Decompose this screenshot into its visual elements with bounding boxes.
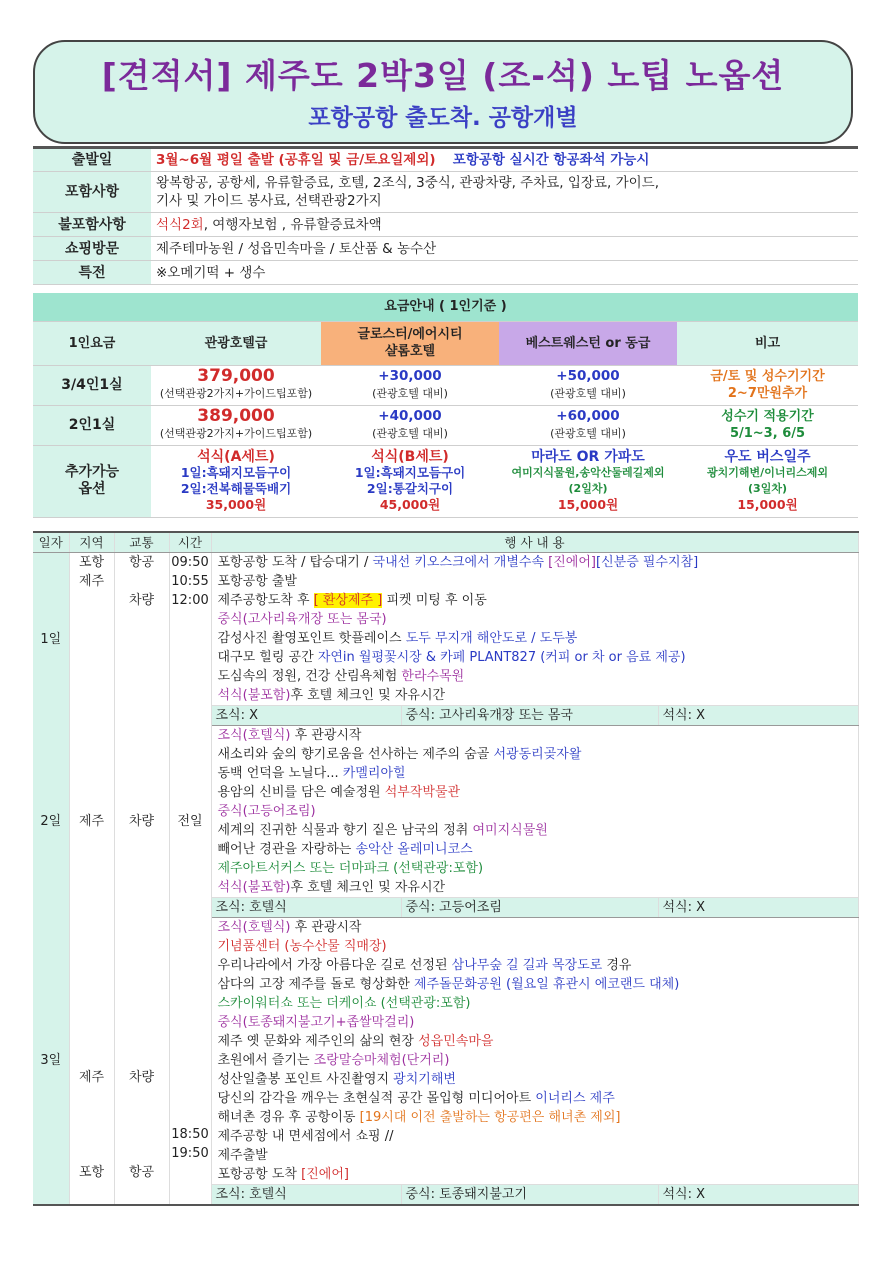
excluded-dinner: 석식2회 — [156, 216, 204, 233]
col-note: 비고 — [677, 321, 858, 365]
option-b — [321, 445, 499, 517]
day2-l7a: 빼어난 경관을 자랑하는 — [217, 842, 356, 857]
departure-label: 출발일 — [33, 148, 151, 172]
row-double-note — [677, 405, 858, 445]
day1-region-2: 제주 — [78, 574, 105, 589]
day2-content — [211, 726, 858, 898]
day1-l7a: 도심속의 정원, 건강 산림욕체험 — [217, 669, 402, 684]
price-table — [33, 293, 858, 518]
day1-l8b: 후 호텔 체크인 및 자유시간 — [290, 688, 446, 703]
day1-time-2: 10:55 — [171, 574, 209, 589]
day1-lunch: 중식: 고사리육개장 또는 몸국 — [401, 706, 658, 726]
day3-region-1: 제주 — [78, 1070, 105, 1085]
schedule-header-row — [33, 532, 858, 553]
day3-l11b: [19시대 이전 출발하는 항공편은 해녀촌 제외] — [359, 1110, 621, 1125]
day1-l5b: 도두 무지개 해안도로 / 도두봉 — [405, 631, 578, 646]
day3-l9a: 성산일출봉 포인트 사진촬영지 — [217, 1072, 394, 1087]
day3-line-14 — [218, 1165, 858, 1184]
option-c — [499, 445, 677, 517]
day3-l8b: 조랑말승마체험(단거리) — [313, 1053, 450, 1068]
col-gloster-line-1: 글로스터/에어시티 — [357, 327, 463, 342]
row-quad-note-2: 2~7만원추가 — [727, 386, 808, 401]
departure-row — [33, 148, 858, 172]
day2-l4b: 석부작박물관 — [384, 785, 461, 800]
option-a-line-2: 2일:전복해물뚝배기 — [180, 481, 292, 496]
option-c-line-2: (2일차) — [568, 482, 608, 495]
special-row — [33, 261, 858, 285]
day2-line-2 — [218, 745, 858, 764]
row-quad-best-price: +50,000 — [556, 368, 620, 384]
day2-l4a: 용암의 신비를 담은 예술정원 — [217, 785, 385, 800]
day1-l3c: 피켓 미팅 후 이동 — [382, 593, 487, 608]
day1-line-6 — [218, 648, 858, 667]
shopping-value: 제주테마농원 / 성읍민속마을 / 토산품 & 농수산 — [151, 237, 858, 261]
day1-breakfast: 조식: X — [211, 706, 401, 726]
day3-l1b: 후 관광시작 — [290, 920, 362, 935]
day3-l4b: 제주돌문화공원 (월요일 휴관시 에코랜드 대체) — [413, 977, 680, 992]
day1-line-4: 중식(고사리육개장 또는 몸국) — [217, 612, 387, 627]
day2-line-5: 중식(고등어조림) — [217, 804, 316, 819]
day3-time-1: 18:50 — [171, 1127, 209, 1142]
day1-time — [169, 553, 211, 726]
day3-l14b: [진에어] — [301, 1167, 349, 1182]
option-a-price: 35,000원 — [205, 497, 267, 512]
option-c-price: 15,000원 — [557, 497, 619, 512]
day1-label: 1일 — [33, 553, 69, 726]
day2-l1a: 조식(호텔식) — [217, 728, 291, 743]
day2-l7b: 송악산 올레미니코스 — [355, 842, 473, 857]
day1-transport-1: 항공 — [128, 555, 155, 570]
included-line-1: 왕복항공, 공항세, 유류할증료, 호텔, 2조식, 3중식, 관광차량, 주차료, 입장료, 가이드, — [156, 175, 659, 191]
row-double-best-price: +60,000 — [556, 408, 620, 424]
day2-line-7 — [218, 840, 858, 859]
day3-l3c: 경유 — [602, 958, 632, 973]
day2-l6b: 여미지식물원 — [472, 823, 548, 838]
option-c-title: 마라도 OR 가파도 — [531, 449, 645, 465]
price-row-quad — [33, 365, 858, 405]
option-a — [151, 445, 321, 517]
day3-transport-2: 항공 — [128, 1165, 155, 1180]
day2-line-9 — [218, 878, 858, 897]
col-person: 1인요금 — [33, 321, 151, 365]
row-double-best — [499, 405, 677, 445]
day2-dinner: 석식: X — [658, 898, 858, 918]
day3-line-4 — [218, 975, 858, 994]
day2-region: 제주 — [69, 726, 114, 918]
day2-time: 전일 — [169, 726, 211, 918]
day2-lunch: 중식: 고등어조림 — [401, 898, 658, 918]
day1-l8a: 석식(불포함) — [217, 688, 291, 703]
option-b-line-2: 2일:통갈치구이 — [366, 481, 454, 496]
col-tourist-hotel: 관광호텔급 — [151, 321, 321, 365]
day3-region — [69, 918, 114, 1206]
included-line-2: 기사 및 가이드 봉사료, 선택관광2가지 — [156, 193, 382, 209]
day1-l1a: 포항공항 도착 / 탑승대기 / — [217, 555, 373, 570]
included-label: 포함사항 — [33, 172, 151, 213]
day1-l6a: 대구모 힐링 공간 — [217, 650, 318, 665]
day3-time — [169, 918, 211, 1206]
option-d — [677, 445, 858, 517]
option-b-line-1: 1일:흑돼지모듬구이 — [354, 465, 466, 480]
shopping-row — [33, 237, 858, 261]
day1-l5a: 감성사진 촬영포인트 핫플레이스 — [217, 631, 406, 646]
day1-line-1 — [218, 553, 858, 572]
day3-l3a: 우리나라에서 가장 아름다운 길로 선정된 — [217, 958, 452, 973]
day1-line-7 — [218, 667, 858, 686]
options-row — [33, 445, 858, 517]
day1-region — [69, 553, 114, 726]
row-double-gloster-note: (관광호텔 대비) — [372, 427, 448, 440]
row-double-price: 389,000 — [197, 406, 275, 426]
day3-region-2: 포항 — [78, 1165, 105, 1180]
option-a-line-1: 1일:흑돼지모듬구이 — [180, 465, 292, 480]
day2-l2a: 새소리와 숲의 향기로움을 선사하는 제주의 숨골 — [217, 747, 494, 762]
day3-line-6: 중식(토종돼지불고기+좁쌀막걸리) — [217, 1015, 415, 1030]
day3-content — [211, 918, 858, 1185]
hdr-content: 행 사 내 용 — [211, 532, 858, 553]
day3-dinner: 석식: X — [658, 1185, 858, 1206]
day2-line-8: 제주아트서커스 또는 더마파크 (선택관광:포함) — [217, 861, 484, 876]
price-header-row — [33, 321, 858, 365]
page-title: [견적서] 제주도 2박3일 (조-석) 노팁 노옵션 — [101, 56, 785, 95]
row-double-best-note: (관광호텔 대비) — [550, 427, 626, 440]
option-a-title: 석식(A세트) — [197, 449, 275, 465]
row-quad-price-note: (선택관광2가지+가이드팁포함) — [159, 387, 313, 400]
departure-dates: 3월~6월 평일 출발 (공휴일 및 금/토요일제외) — [156, 152, 436, 168]
excluded-label: 불포함사항 — [33, 213, 151, 237]
hdr-transport: 교통 — [114, 532, 169, 553]
options-label-2: 옵션 — [78, 481, 106, 497]
day1-l1c: [진에어] — [548, 555, 596, 570]
hdr-region: 지역 — [69, 532, 114, 553]
departure-value — [151, 148, 858, 172]
day3-line-1 — [218, 918, 858, 937]
day3-line-12: 제주공항 내 면세점에서 쇼핑 // — [217, 1129, 394, 1144]
day3-l10b: 이너리스 제주 — [535, 1091, 615, 1106]
day3-l14a: 포항공항 도착 — [217, 1167, 302, 1182]
options-label-1: 추가가능 — [64, 464, 120, 480]
row-quad-price: 379,000 — [197, 366, 275, 386]
day3-l10a: 당신의 감각을 깨우는 초현실적 공간 몰입형 미디어아트 — [217, 1091, 536, 1106]
day2-l9b: 후 호텔 체크인 및 자유시간 — [290, 880, 446, 895]
special-value: ※오메기떡 + 생수 — [151, 261, 858, 285]
row-quad-gloster-price: +30,000 — [378, 368, 442, 384]
day3-line-13: 제주출발 — [217, 1148, 268, 1163]
day2-label: 2일 — [33, 726, 69, 918]
schedule-table — [33, 531, 859, 1206]
day2-line-1 — [218, 726, 858, 745]
day2-l6a: 세계의 진귀한 식물과 향기 짙은 남국의 정취 — [217, 823, 473, 838]
row-double-note-2: 5/1~3, 6/5 — [729, 426, 806, 441]
row-quad-gloster — [321, 365, 499, 405]
hdr-time: 시간 — [169, 532, 211, 553]
day1-l1d: [신분증 필수지참] — [596, 555, 699, 570]
price-heading-row — [33, 293, 858, 321]
row-double-price-note: (선택관광2가지+가이드팁포함) — [159, 427, 313, 440]
day3-transport — [114, 918, 169, 1206]
day2-line-4 — [218, 783, 858, 802]
excluded-rest: , 여행자보험 , 유류할증료차액 — [203, 216, 382, 233]
option-b-price: 45,000원 — [379, 497, 441, 512]
day3-l9b: 광치기해변 — [393, 1072, 456, 1087]
day3-transport-1: 차량 — [128, 1070, 155, 1085]
day2-l3a: 동백 언덕을 노닐다... — [217, 766, 343, 781]
special-label: 특전 — [33, 261, 151, 285]
day1-activities — [33, 553, 858, 706]
day2-l2b: 서광동리곶자왈 — [493, 747, 582, 762]
day1-l3a: 제주공항도착 후 — [217, 593, 314, 608]
row-quad-note — [677, 365, 858, 405]
day3-line-2: 기념품센터 (농수산물 직매장) — [217, 939, 387, 954]
title-banner — [33, 40, 853, 144]
price-row-double — [33, 405, 858, 445]
hdr-day: 일자 — [33, 532, 69, 553]
day3-line-7 — [218, 1032, 858, 1051]
day3-l11a: 해녀촌 경유 후 공항이동 — [217, 1110, 360, 1125]
day3-line-11 — [218, 1108, 858, 1127]
day3-line-5: 스카이워터쇼 또는 더케이쇼 (선택관광:포함) — [217, 996, 471, 1011]
day3-line-8 — [218, 1051, 858, 1070]
price-heading: 요금안내 ( 1인기준 ) — [33, 293, 858, 321]
excluded-value — [151, 213, 858, 237]
day1-line-8 — [218, 686, 858, 705]
day3-l1a: 조식(호텔식) — [217, 920, 291, 935]
option-d-title: 우도 버스일주 — [724, 449, 811, 465]
row-quad-tourist — [151, 365, 321, 405]
day3-l3b: 삼나무숲 길 길과 목장도로 — [451, 958, 603, 973]
row-quad-note-1: 금/토 및 성수기기간 — [710, 369, 825, 384]
day3-activities — [33, 918, 858, 1185]
day2-transport: 차량 — [114, 726, 169, 918]
row-quad-gloster-note: (관광호텔 대비) — [372, 387, 448, 400]
row-quad-label: 3/4인1실 — [33, 365, 151, 405]
excluded-row — [33, 213, 858, 237]
page-subtitle: 포항공항 출도착. 공항개별 — [308, 105, 578, 131]
col-best-western: 베스트웨스턴 or 동급 — [499, 321, 677, 365]
day1-transport-2: 차량 — [128, 593, 155, 608]
day2-l1b: 후 관광시작 — [290, 728, 362, 743]
included-row — [33, 172, 858, 213]
option-d-line-1: 광치기해변/이너리스제외 — [707, 466, 828, 479]
options-label — [33, 445, 151, 517]
day1-transport — [114, 553, 169, 726]
day2-line-3 — [218, 764, 858, 783]
day1-content — [211, 553, 858, 706]
day1-time-1: 09:50 — [171, 555, 209, 570]
day1-line-5 — [218, 629, 858, 648]
option-d-price: 15,000원 — [737, 497, 798, 512]
day3-line-9 — [218, 1070, 858, 1089]
day1-l1b: 국내선 키오스크에서 개별수속 — [372, 555, 549, 570]
day3-lunch: 중식: 토종돼지불고기 — [401, 1185, 658, 1206]
day3-breakfast: 조식: 호텔식 — [211, 1185, 401, 1206]
day3-l7b: 성읍민속마을 — [418, 1034, 494, 1049]
day1-time-3: 12:00 — [171, 593, 209, 608]
option-b-title: 석식(B세트) — [371, 449, 449, 465]
info-table — [33, 146, 858, 285]
day3-time-2: 19:50 — [171, 1146, 209, 1161]
day2-breakfast: 조식: 호텔식 — [211, 898, 401, 918]
day3-l7a: 제주 옛 문화와 제주인의 삶의 현장 — [217, 1034, 419, 1049]
day3-l4a: 삼다의 고장 제주를 돌로 형상화한 — [217, 977, 414, 992]
day1-picket: [ 환상제주 ] — [313, 593, 383, 608]
option-c-line-1: 여미지식물원,송악산둘레길제외 — [511, 466, 665, 479]
day2-l3b: 카멜리아힐 — [342, 766, 406, 781]
included-value — [151, 172, 858, 213]
departure-note: 포항공항 실시간 항공좌석 가능시 — [452, 152, 650, 168]
row-double-gloster — [321, 405, 499, 445]
day3-l8a: 초원에서 즐기는 — [217, 1053, 314, 1068]
day1-dinner: 석식: X — [658, 706, 858, 726]
day3-line-3 — [218, 956, 858, 975]
day3-label: 3일 — [33, 918, 69, 1206]
col-gloster — [321, 321, 499, 365]
shopping-label: 쇼핑방문 — [33, 237, 151, 261]
col-gloster-line-2: 샬롬호텔 — [384, 344, 436, 359]
day3-line-10 — [218, 1089, 858, 1108]
day1-l6b: 자연in 월평꽃시장 & 카페 PLANT827 (커피 or 차 or 음료 제공) — [317, 650, 686, 665]
option-d-line-2: (3일차) — [748, 482, 787, 495]
day1-l7b: 한라수목원 — [401, 669, 465, 684]
day1-line-3 — [218, 591, 858, 610]
row-double-tourist — [151, 405, 321, 445]
row-double-note-1: 성수기 적용기간 — [721, 409, 814, 424]
row-quad-best — [499, 365, 677, 405]
row-quad-best-note: (관광호텔 대비) — [550, 387, 626, 400]
day1-region-1: 포항 — [78, 555, 105, 570]
day2-l9a: 석식(불포함) — [217, 880, 291, 895]
day2-line-6 — [218, 821, 858, 840]
row-double-gloster-price: +40,000 — [378, 408, 442, 424]
day1-line-2: 포항공항 출발 — [217, 574, 297, 589]
row-double-label: 2인1실 — [33, 405, 151, 445]
day2-activities — [33, 726, 858, 898]
